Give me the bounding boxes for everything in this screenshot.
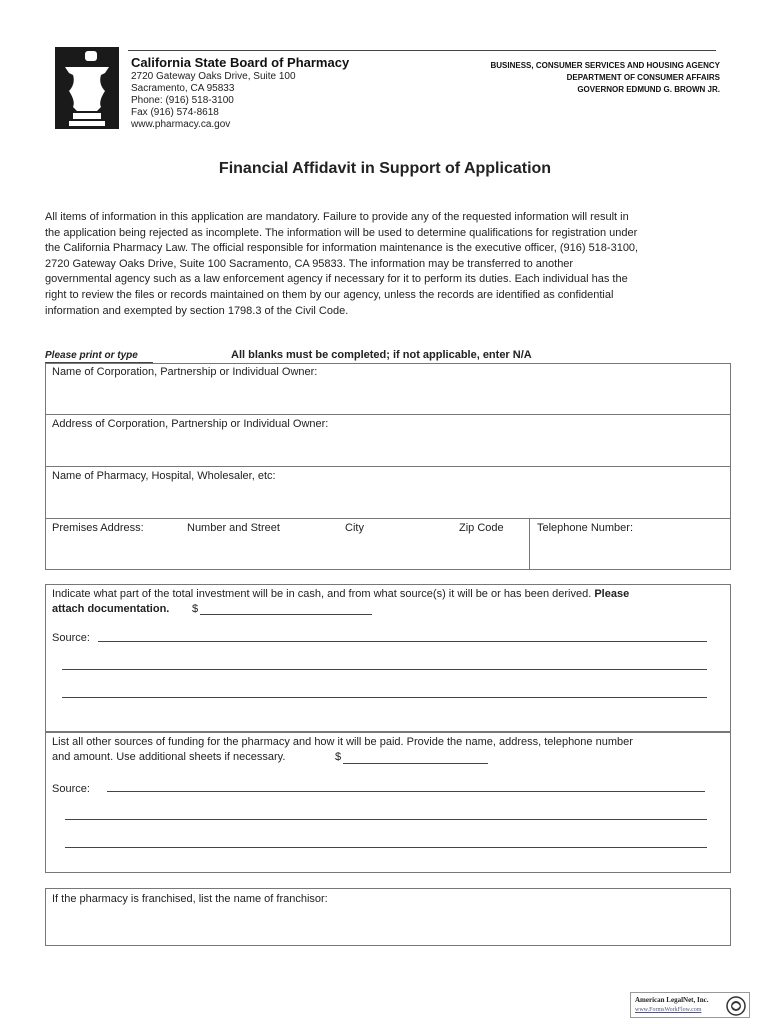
- other-sources-instruction: List all other sources of funding for the pharmacy and how it will be paid. Provide the name, address, telephone number: [52, 736, 633, 748]
- other-sources-dollar-sign: $: [335, 751, 342, 763]
- address-line: Fax (916) 574-8618: [131, 107, 219, 118]
- address-line: Sacramento, CA 95833: [131, 83, 235, 94]
- investment-instruction: [52, 588, 629, 600]
- pharmacy-name-field[interactable]: Name of Pharmacy, Hospital, Wholesaler, etc:: [52, 470, 276, 482]
- footer-url[interactable]: www.FormsWorkFlow.com: [635, 1007, 702, 1013]
- print-note: Please print or type: [45, 350, 138, 361]
- investment-source-input[interactable]: [98, 641, 707, 642]
- investment-source-label: Source:: [52, 632, 90, 644]
- intro-line: the California Pharmacy Law. The official responsible for information maintenance is the executive officer, (916) 518-3100,: [45, 242, 639, 255]
- intro-line: the application being rejected as incomplete. The information will be used to determine qualifications for registration under: [45, 226, 638, 239]
- pharmacy-board-logo: [55, 47, 119, 129]
- intro-line: All items of information in this application are mandatory. Failure to provide any of the requested information will result in: [45, 211, 629, 223]
- column-divider: [529, 518, 530, 570]
- other-sources-source-line[interactable]: [65, 819, 707, 820]
- row-divider: [45, 414, 731, 415]
- footer-company: American LegalNet, Inc.: [635, 996, 709, 1004]
- other-sources-instruction-2: and amount. Use additional sheets if necessary.: [52, 751, 286, 763]
- agency-line: BUSINESS, CONSUMER SERVICES AND HOUSING AGENCY: [490, 61, 720, 70]
- other-sources-amount-input[interactable]: [343, 763, 488, 764]
- address-line: 2720 Gateway Oaks Drive, Suite 100: [131, 71, 296, 82]
- form-title: Financial Affidavit in Support of Application: [218, 160, 552, 177]
- investment-dollar-sign: $: [192, 603, 199, 615]
- board-address: [131, 71, 296, 131]
- investment-amount-input[interactable]: [200, 614, 372, 615]
- agency-line: DEPARTMENT OF CONSUMER AFFAIRS: [566, 73, 720, 82]
- board-name: California State Board of Pharmacy: [131, 55, 350, 70]
- city-label: City: [345, 522, 364, 534]
- agency-block: [490, 60, 720, 96]
- investment-please: Please: [594, 588, 630, 600]
- attach-documentation: attach documentation.: [52, 603, 170, 615]
- corp-address-field[interactable]: Address of Corporation, Partnership or Individual Owner:: [52, 418, 329, 430]
- agency-line: GOVERNOR EDMUND G. BROWN JR.: [577, 85, 720, 94]
- address-line: www.pharmacy.ca.gov: [131, 119, 231, 130]
- footer-seal-icon: [726, 995, 746, 1017]
- footer-watermark: [630, 992, 750, 1018]
- investment-source-line[interactable]: [62, 697, 707, 698]
- investment-text: Indicate what part of the total investment will be in cash, and from what source(s) it will be or has been derived.: [52, 588, 592, 600]
- header-rule: [128, 50, 716, 51]
- other-sources-source-label: Source:: [52, 783, 90, 795]
- intro-paragraph: [45, 210, 730, 319]
- corp-name-field[interactable]: Name of Corporation, Partnership or Individual Owner:: [52, 366, 318, 378]
- blanks-note: All blanks must be completed; if not applicable, enter N/A: [231, 349, 532, 361]
- investment-source-line[interactable]: [62, 669, 707, 670]
- telephone-field[interactable]: Telephone Number:: [537, 522, 634, 534]
- row-divider: [45, 466, 731, 467]
- other-sources-source-input[interactable]: [107, 791, 705, 792]
- intro-line: information and exempted by section 1798.3 of the Civil Code.: [45, 304, 349, 317]
- row-divider: [45, 518, 731, 519]
- franchisor-field[interactable]: If the pharmacy is franchised, list the name of franchisor:: [52, 893, 328, 905]
- intro-line: right to review the files or records maintained on them by our agency, unless the records are identified as confidential: [45, 288, 614, 301]
- address-line: Phone: (916) 518-3100: [131, 95, 234, 106]
- intro-line: governmental agency such as a law enforcement agency if necessary for it to perform its duties. Each individual has the: [45, 273, 628, 286]
- zip-label: Zip Code: [459, 522, 504, 534]
- intro-line: 2720 Gateway Oaks Drive, Suite 100 Sacramento, CA 95833. The information may be transferred to another: [45, 257, 574, 270]
- premises-address-field[interactable]: Premises Address:: [52, 522, 144, 534]
- other-sources-source-line[interactable]: [65, 847, 707, 848]
- street-label: Number and Street: [187, 522, 280, 534]
